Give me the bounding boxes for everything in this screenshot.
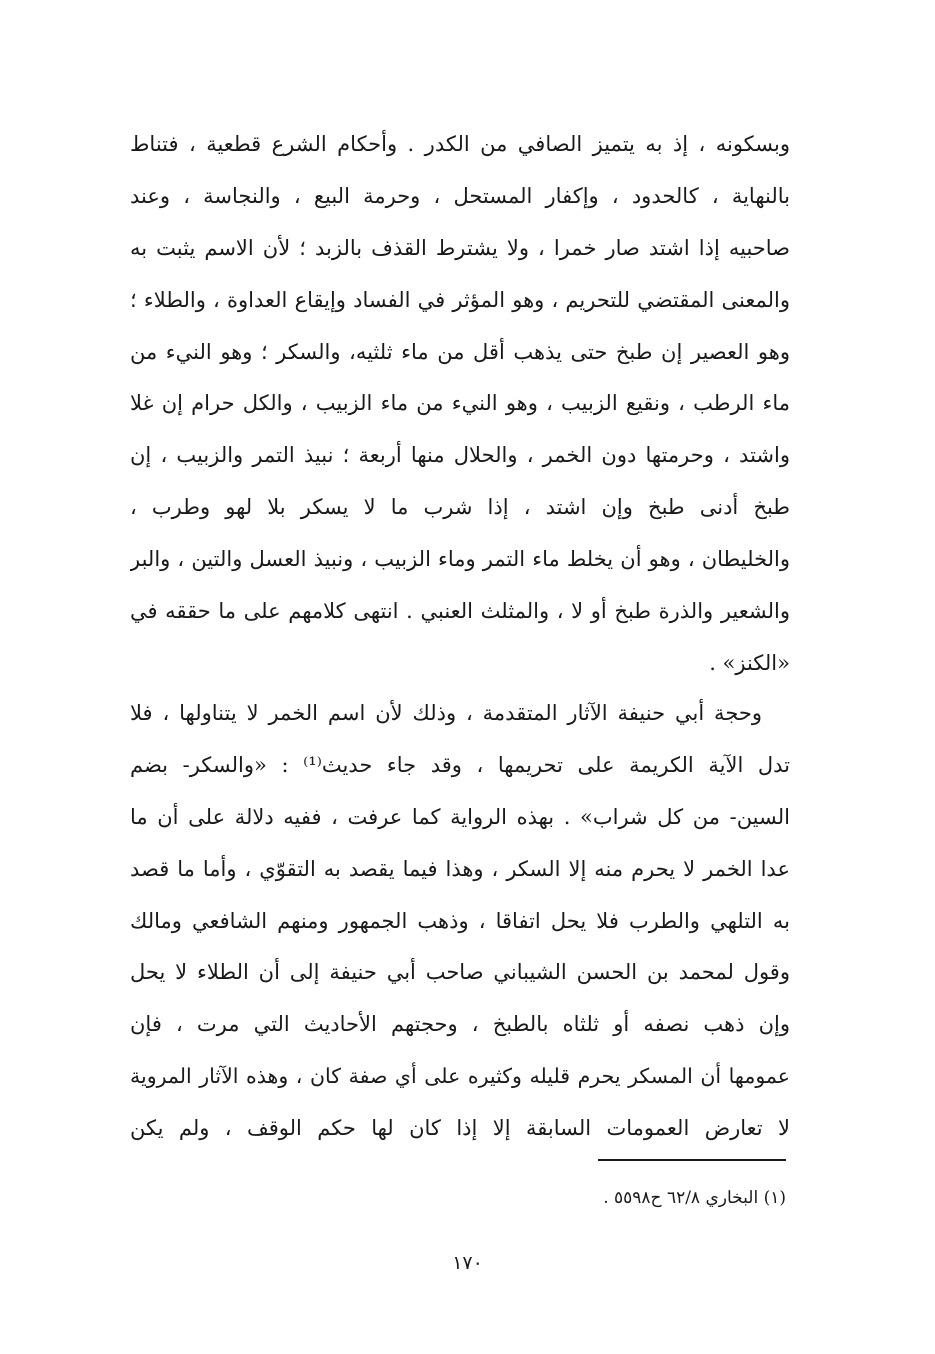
text-line: عدا الخمر لا يحرم منه إلا السكر ، وهذا فيما يقصد به التقوّي ، وأما ما قصد xyxy=(130,856,790,881)
footnote-separator xyxy=(598,1159,786,1161)
paragraph-1 xyxy=(130,119,790,690)
text-line: والمعنى المقتضي للتحريم ، وهو المؤثر في الفساد وإيقاع العداوة ، والطلاء ؛ xyxy=(130,287,790,312)
text-line: وبسكونه ، إذ به يتميز الصافي من الكدر . وأحكام الشرع قطعية ، فتناط xyxy=(130,132,790,156)
text-line: بالنهاية ، كالحدود ، وإكفار المستحل ، وحرمة البيع ، والنجاسة ، وعند xyxy=(130,183,790,208)
text-line: والخليطان ، وهو أن يخلط ماء التمر وماء الزبيب ، ونبيذ العسل والتين ، والبر xyxy=(130,547,790,572)
text-line: وإن ذهب نصفه أو ثلثاه بالطبخ ، وحجتهم الأحاديث التي مرت ، فإن xyxy=(130,1012,790,1037)
text-line: السين- من كل شراب» . بهذه الرواية كما عرفت ، ففيه دلالة على أن ما xyxy=(130,804,790,829)
footnote: (١) البخاري ٦٢/٨ ح٥٥٩٨ . xyxy=(603,1188,786,1208)
text-line: وقول لمحمد بن الحسن الشيباني صاحب أبي حنيفة إلى أن الطلاء لا يحل xyxy=(130,960,790,985)
paragraph-2 xyxy=(130,688,790,1155)
text-line: طبخ أدنى طبخ وإن اشتد ، إذا شرب ما لا يسكر بلا لهو وطرب ، xyxy=(130,495,790,520)
text-line: تدل الآية الكريمة على تحريمها ، وقد جاء حديث⁽¹⁾ : «والسكر- بضم xyxy=(130,752,790,777)
text-line: صاحبيه إذا اشتد صار خمرا ، ولا يشترط القذف بالزبد ؛ لأن الاسم يثبت به xyxy=(130,235,790,260)
text-line: به التلهي والطرب فلا يحل اتفاقا ، وذهب الجمهور ومنهم الشافعي ومالك xyxy=(130,908,790,933)
page-number: ١٧٠ xyxy=(452,1252,483,1274)
text-line: عمومها أن المسكر يحرم قليله وكثيره على أي صفة كان ، وهذه الآثار المروية xyxy=(130,1064,790,1089)
text-line: لا تعارض العمومات السابقة إلا إذا كان لها حكم الوقف ، ولم يكن xyxy=(130,1116,790,1141)
text-line: «الكنز» . xyxy=(709,650,790,675)
text-line: وهو العصير إن طبخ حتى يذهب أقل من ماء ثلثيه، والسكر ؛ وهو النيء من xyxy=(130,339,790,364)
text-line: وحجة أبي حنيفة الآثار المتقدمة ، وذلك لأن اسم الخمر لا يتناولها ، فلا xyxy=(130,701,762,725)
text-line: ماء الرطب ، ونقيع الزبيب ، وهو النيء من ماء الزبيب ، والكل حرام إن غلا xyxy=(130,391,790,416)
text-line: واشتد ، وحرمتها دون الخمر ، والحلال منها أربعة ؛ نبيذ التمر والزبيب ، إن xyxy=(130,443,790,468)
text-line: والشعير والذرة طبخ أو لا ، والمثلث العنبي . انتهى كلامهم على ما حققه في xyxy=(130,599,790,624)
